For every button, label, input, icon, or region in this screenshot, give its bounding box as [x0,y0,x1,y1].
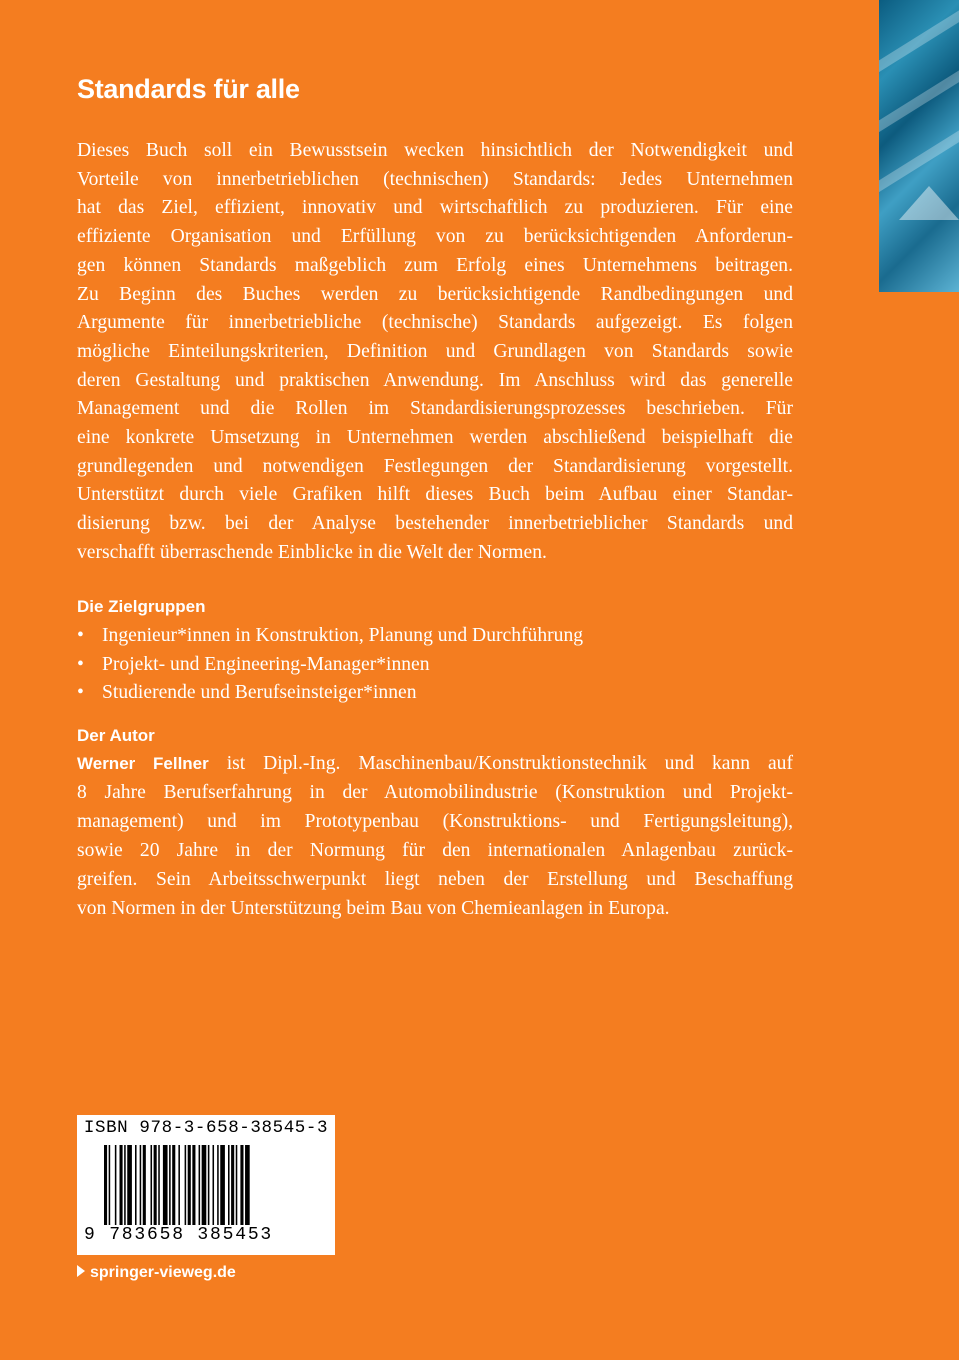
corner-streak [879,114,959,197]
bullet-icon: • [77,625,84,646]
page-title: Standards für alle [77,74,300,104]
barcode-icon [104,1145,326,1237]
bullet-icon: • [77,653,84,675]
intro-line: Argumente für innerbetriebliche (technische) Standards aufgezeigt. Es folgen [77,312,793,334]
author-line: management) und im Prototypenbau (Konstruktions- und Fertigungsleitung), [77,811,793,832]
list-item: • Studierende und Berufseinsteiger*innen [77,679,583,708]
intro-line: effiziente Organisation und Erfüllung von zu berücksichtigenden Anforderun- [77,226,793,248]
intro-paragraph [77,137,793,568]
author-name: Werner Fellner [77,754,209,773]
author-heading: Der Autor [77,726,155,745]
publisher-url: springer-vieweg.de [90,1264,236,1281]
author-line: sowie 20 Jahre in der Normung für den internationalen Anlagenbau zurück- [77,840,793,861]
intro-line: eine konkrete Umsetzung in Unternehmen werden abschließend beispielhaft die [77,427,793,449]
bullet-icon: • [77,682,84,703]
intro-line: hat das Ziel, effizient, innovativ und wirtschaftlich zu produzieren. Für eine [77,197,793,219]
arrow-right-icon [77,1265,85,1277]
intro-line: verschafft überraschende Einblicke in die Welt der Normen. [77,541,547,563]
publisher-link[interactable] [77,1264,236,1282]
author-line: Werner Fellner ist Dipl.-Ing. Maschinenbau/Konstruktionstechnik und kann auf [77,753,794,774]
intro-line: mögliche Einteilungskriterien, Definition und Grundlagen von Standards sowie [77,340,793,362]
target-groups-heading: Die Zielgruppen [77,597,206,616]
intro-line: Management und die Rollen im Standardisierungsprozesses beschrieben. Für [77,398,793,420]
isbn-barcode-box [77,1115,335,1255]
author-line: von Normen in der Unterstützung beim Bau von Chemieanlagen in Europa. [77,898,670,919]
intro-line: grundlegenden und notwendigen Festlegungen der Standardisierung vorgestellt. [77,455,793,477]
intro-line: deren Gestaltung und praktischen Anwendung. Im Anschluss wird das generelle [77,369,793,391]
list-item: • Ingenieur*innen in Konstruktion, Planung und Durchführung [77,622,583,651]
author-paragraph [77,749,793,923]
intro-line: gen können Standards maßgeblich zum Erfolg eines Unternehmens beitragen. [77,254,793,276]
author-line: 8 Jahre Berufserfahrung in der Automobilindustrie (Konstruktion und Projekt- [77,782,793,803]
author-line: greifen. Sein Arbeitsschwerpunkt liegt neben der Erstellung und Beschaffung [77,869,793,890]
intro-line: Zu Beginn des Buches werden zu berücksichtigende Randbedingungen und [77,283,793,305]
isbn-label: ISBN 978-3-658-38545-3 [83,1118,329,1138]
cover-corner-image [879,0,959,292]
arrow-up-icon [899,186,959,220]
corner-streak [879,0,959,76]
intro-line: disierung bzw. bei der Analyse bestehender innerbetrieblicher Standards und [77,513,793,535]
intro-line: Vorteile von innerbetrieblichen (technischen) Standards: Jedes Unternehmen [77,168,793,190]
target-groups-list [77,622,583,708]
intro-line: Dieses Buch soll ein Bewusstsein wecken hinsichtlich der Notwendigkeit und [77,140,793,161]
list-item: • Projekt- und Engineering-Manager*innen [77,651,583,680]
corner-streak [879,54,959,137]
barcode-digits: 9 783658 385453 [84,1225,274,1245]
intro-line: Unterstützt durch viele Grafiken hilft dieses Buch beim Aufbau einer Standar- [77,484,793,506]
